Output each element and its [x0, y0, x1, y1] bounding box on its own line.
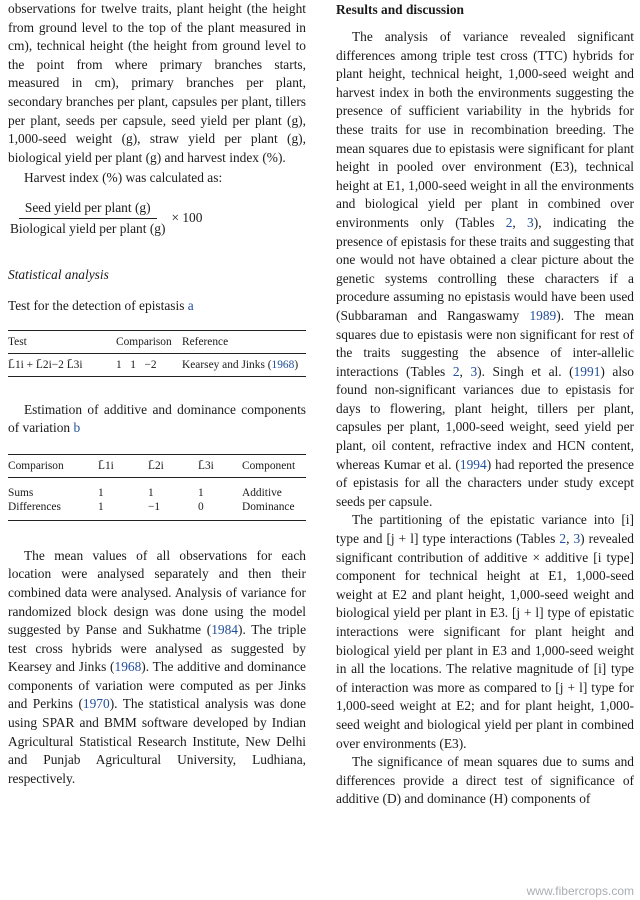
estimation-text — [8, 401, 306, 438]
table2-cell: Differences — [8, 500, 61, 513]
table2-cell: 1 — [98, 500, 104, 513]
citation-link-1970[interactable]: 1970 — [82, 696, 110, 712]
table-link-2[interactable]: 2 — [559, 531, 567, 547]
table-row — [8, 477, 306, 500]
methods-text-2: ). The triple test cross hybrids were analysed as suggested by Kearsey and Jinks ( — [8, 622, 307, 675]
table-row — [8, 500, 306, 521]
citation-link-1989[interactable]: 1989 — [529, 307, 557, 323]
citation-link-1991[interactable]: 1991 — [573, 363, 601, 379]
citation-link-1968[interactable]: 1968 — [271, 358, 295, 371]
table2-cell: Sums — [8, 486, 34, 499]
table-link-3[interactable]: 3 — [527, 214, 534, 230]
partition-text: ) revealed significant contribution of additive × additive [i type] component for technical height at E1, 1,000-seed weight at E2 and plant height, 1,000-seed weight and biological yield per plant in E3. [j + l] type of epistatic interactions were significant for plant height and biological yield per plant in E3 and 1,000-seed weight in all the locations. The relative magnitude of [i] type of interaction was more as compared to [j + l] type for 1,000-seed weight at E2; and for plant height, 1,000-seed weight and biological yield per plant in combined over environments (E3). — [336, 531, 634, 751]
table-row — [8, 353, 306, 376]
methods-text-3: ). The additive and dominance components of variation were computed as per Jinks and Perkins ( — [8, 659, 306, 712]
table2-header-comparison: Comparison — [8, 459, 64, 472]
epistasis-test-text — [8, 297, 306, 316]
formula-fraction — [8, 200, 167, 237]
table2-cell: Additive — [242, 486, 282, 499]
table1-header-comparison: Comparison — [116, 335, 172, 348]
table-footnote-link-b[interactable]: b — [73, 420, 81, 436]
table1-cell-reference — [182, 353, 306, 376]
results-paragraph-3: The significance of mean squares due to sums and differences provide a direct test of significance of additive (D) and dominance (H) components of — [336, 754, 634, 807]
table1-ref-close: ) — [294, 358, 299, 371]
results-heading: Results and discussion — [336, 2, 465, 17]
harvest-index-formula — [8, 200, 306, 237]
epistasis-test-label: Test for the detection of epistasis — [8, 297, 188, 313]
table2-cell: Dominance — [242, 500, 295, 513]
table1-header-reference: Reference — [182, 335, 229, 348]
estimation-label: Estimation of additive and dominance components of variation — [8, 401, 306, 436]
formula-multiplier: × 100 — [171, 210, 203, 226]
citation-link-1994[interactable]: 1994 — [459, 456, 487, 472]
citation-link-1968[interactable]: 1968 — [114, 659, 142, 675]
epistasis-test-table — [8, 330, 306, 377]
statistical-analysis-heading: Statistical analysis — [8, 266, 109, 282]
results-text: ) also found non-significant variances due to epistasis for days to flowering, plant height, tillers per plant, capsules per plant, 1,000-seed weight, seed yield per plant, oil content, refractive index and HCN content, whereas Kumar et al. ( — [336, 363, 634, 472]
partition-text: , — [566, 531, 574, 547]
left-paragraph-traits: observations for twelve traits, plant height (the height from ground level to the top of the plant measured in cm), technical height (the height from ground level to the point from where primary branches starts, measured in cm), primary branches per plant, secondary branches per plant, capsules per plant, tillers per plant, seeds per capsule, seed yield per plant (g), 1,000-seed weight (g), straw yield per plant (g), biological yield per plant (g) and harvest index (%). — [8, 1, 306, 165]
table-link-2[interactable]: 2 — [505, 214, 513, 230]
table1-comparison-3: −2 — [144, 358, 157, 371]
table2-header-l1: L̄1i — [98, 459, 114, 472]
table2-cell: 1 — [98, 486, 104, 499]
results-paragraph-1 — [336, 28, 634, 511]
table-link-3[interactable]: 3 — [573, 531, 581, 547]
table2-header-component: Component — [242, 459, 296, 472]
table-link-2[interactable]: 2 — [452, 363, 460, 379]
table2-cell: 0 — [198, 500, 204, 513]
results-paragraph-2 — [336, 511, 634, 753]
table2-header-l2: L̄2i — [148, 459, 164, 472]
partition-text: The partitioning of the epistatic variance into [i] type and [j + l] type interactions (Tables — [336, 512, 634, 547]
table2-header-l3: L̄3i — [198, 459, 214, 472]
formula-numerator: Seed yield per plant (g) — [19, 200, 157, 219]
watermark-text: www.fibercrops.com — [526, 884, 634, 898]
formula-denominator: Biological yield per plant (g) — [10, 220, 166, 236]
table2-cell: −1 — [148, 500, 161, 513]
right-column — [336, 0, 634, 809]
table1-cell-comparison — [116, 353, 182, 376]
table1-comparison-1: 1 — [116, 358, 122, 371]
table2-cell: 1 — [148, 486, 154, 499]
table2-cell: 1 — [198, 486, 204, 499]
harvest-index-text: Harvest index (%) was calculated as: — [24, 170, 223, 186]
methods-text-4: ). The statistical analysis was done using SPAR and BMM software developed by Indian Agricultural Statistical Research Institute, New Delhi and Punjab Agricultural University, Ludhiana, respectively. — [8, 696, 306, 786]
table-link-3[interactable]: 3 — [470, 363, 478, 379]
components-table — [8, 454, 306, 521]
methods-text-1: The mean values of all observations for each location were analysed separately and then their combined data were analysed. Analysis of variance for randomized block design was done using the model suggested by Panse and Sukhatme ( — [8, 547, 306, 638]
methods-paragraph — [8, 547, 306, 789]
left-column — [8, 0, 306, 788]
results-text: ). Singh et al. ( — [477, 363, 574, 379]
table1-cell-test: L̄1i + L̄2i−2 L̄3i — [8, 358, 83, 371]
results-text: ) had reported the presence of epistasis for all the characters under study except seeds per capsule. — [336, 456, 634, 509]
results-text: The analysis of variance revealed significant differences among triple test cross (TTC) hybrids for plant height, technical height, 1,000-seed weight and harvest index in both the environments suggesting the presence of sufficient variability in the hybrids for these traits for use in recombination breeding. The mean squares due to epistasis were significant for plant height in pooled over environment (E3), technical height at E1, 1,000-seed weight in all the environments and biological yield per plant in combined over environments only (Tables — [336, 29, 634, 230]
table1-comparison-2: 1 — [130, 358, 136, 371]
citation-link-1984[interactable]: 1984 — [211, 622, 238, 638]
results-text: , — [459, 363, 471, 379]
table-footnote-link-a[interactable]: a — [187, 297, 194, 313]
results-text: , — [512, 214, 528, 230]
table1-ref-text: Kearsey and Jinks ( — [182, 358, 272, 371]
results-text: ). The mean squares due to epistasis were non significant for rest of the traits suggesting the absence of inter-allelic interactions (Tables — [336, 307, 634, 379]
table1-header-test: Test — [8, 335, 27, 348]
results-text: ), indicating the presence of epistasis for these traits and suggesting that one would not have obtained a clear picture about the genetic systems controlling these characters if a procedure assuming no epistasis would have been used (Subbaraman and Rangaswamy — [336, 214, 634, 323]
